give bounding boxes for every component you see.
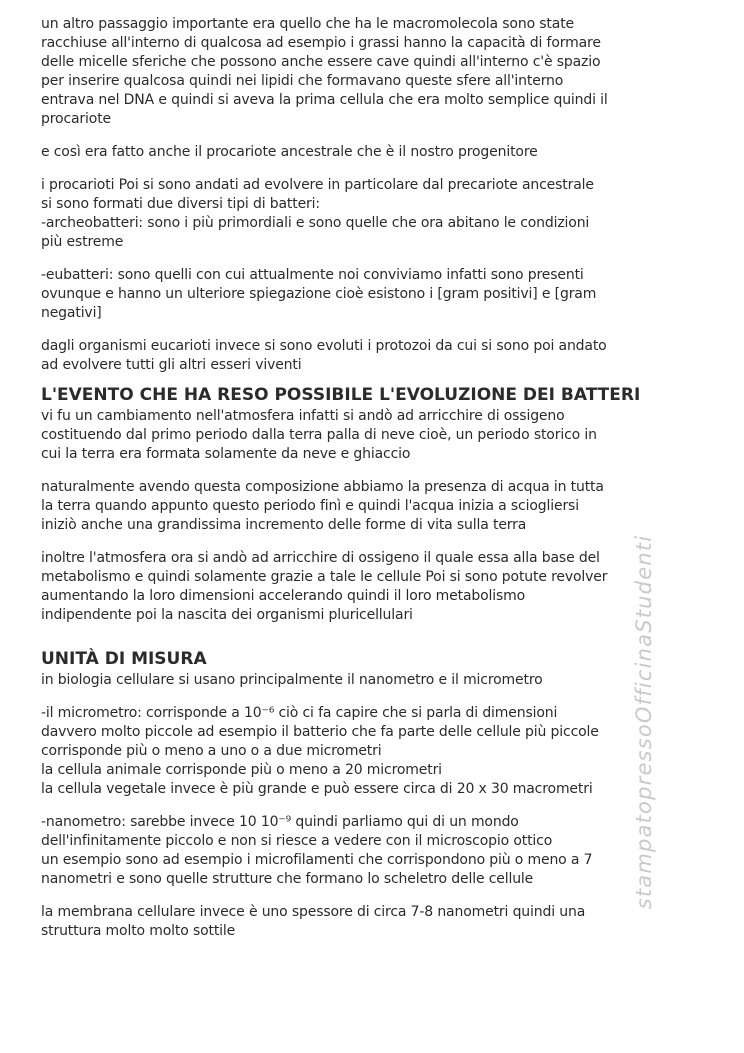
paragraph-tipi-di-batteri — [41, 176, 714, 252]
text-line: delle micelle sferiche che possono anche essere cave quindi all'interno c'è spazio — [41, 54, 601, 70]
text-line: la membrana cellulare invece è uno spessore di circa 7-8 nanometri quindi una — [41, 904, 586, 920]
text-line: più estreme — [41, 234, 124, 250]
page — [41, 15, 714, 941]
text-line: -archeobatteri: sono i più primordiali e sono quelle che ora abitano le condizioni — [41, 215, 590, 231]
text-line: aumentando la loro dimensioni accelerando quindi il loro metabolismo — [41, 588, 526, 604]
text-line: ovunque e hanno un ulteriore spiegazione cioè esistono i [gram positivi] e [gram — [41, 286, 597, 302]
text-line: entrava nel DNA e quindi si aveva la prima cellula che era molto semplice quindi il — [41, 92, 608, 108]
text-line: struttura molto molto sottile — [41, 923, 236, 939]
text-line: cui la terra era formata solamente da neve e ghiaccio — [41, 446, 411, 462]
paragraph-procariote-ancestrale — [41, 143, 714, 162]
paragraph-micrometro — [41, 704, 714, 799]
text-line: dagli organismi eucarioti invece si sono evoluti i protozoi da cui si sono poi andato — [41, 338, 607, 354]
section-heading-unita-di-misura — [41, 648, 714, 670]
heading-text: UNITÀ DI MISURA — [41, 649, 207, 669]
text-line: negativi] — [41, 305, 102, 321]
text-line: i procarioti Poi si sono andati ad evolvere in particolare dal precariote ancestrale — [41, 177, 594, 193]
text-line: racchiuse all'interno di qualcosa ad esempio i grassi hanno la capacità di formare — [41, 35, 601, 51]
text-line: nanometri e sono quelle strutture che formano lo scheletro delle cellule — [41, 871, 534, 887]
text-line: la cellula vegetale invece è più grande e può essere circa di 20 x 30 macrometri — [41, 781, 593, 797]
text-line: la cellula animale corrisponde più o meno a 20 micrometri — [41, 762, 442, 778]
text-line: corrisponde più o meno a uno o a due micrometri — [41, 743, 382, 759]
paragraph-eucarioti — [41, 337, 714, 375]
paragraph-biologia-cellulare — [41, 671, 714, 690]
text-line: si sono formati due diversi tipi di batteri: — [41, 196, 320, 212]
text-line: ad evolvere tutti gli altri esseri viventi — [41, 357, 302, 373]
text-line: indipendente poi la nascita dei organismi pluricellulari — [41, 607, 413, 623]
text-line: inoltre l'atmosfera ora si andò ad arricchire di ossigeno il quale essa alla base del — [41, 550, 600, 566]
paragraph-membrana-cellulare — [41, 903, 714, 941]
text-line: dell'infinitamente piccolo e non si riesce a vedere con il microscopio ottico — [41, 833, 553, 849]
text-line: la terra quando appunto questo periodo finì e quindi l'acqua inizia a sciogliersi — [41, 498, 579, 514]
text-line: metabolismo e quindi solamente grazie a tale le cellule Poi si sono potute revolver — [41, 569, 608, 585]
paragraph-cambiamento-atmosfera — [41, 407, 714, 464]
text-line: per inserire qualcosa quindi nei lipidi che formavano queste sfere all'interno — [41, 73, 564, 89]
text-line: -il micrometro: corrisponde a 10⁻⁶ ciò ci fa capire che si parla di dimensioni — [41, 705, 558, 721]
watermark: stampatopressoOfficinaStudenti — [632, 534, 656, 910]
text-line: naturalmente avendo questa composizione abbiamo la presenza di acqua in tutta — [41, 479, 604, 495]
text-line: e così era fatto anche il procariote ancestrale che è il nostro progenitore — [41, 144, 538, 160]
text-line: procariote — [41, 111, 111, 127]
paragraph-eubatteri — [41, 266, 714, 323]
text-line: un esempio sono ad esempio i microfilamenti che corrispondono più o meno a 7 — [41, 852, 593, 868]
text-line: in biologia cellulare si usano principalmente il nanometro e il micrometro — [41, 672, 543, 688]
paragraph-ossigeno-metabolismo — [41, 549, 714, 625]
text-line: un altro passaggio importante era quello che ha le macromolecola sono state — [41, 16, 574, 32]
text-line: iniziò anche una grandissima incremento delle forme di vita sulla terra — [41, 517, 527, 533]
paragraph-nanometro — [41, 813, 714, 889]
section-heading-evoluzione-batteri — [41, 384, 714, 406]
text-line: costituendo dal primo periodo dalla terra palla di neve cioè, un periodo storico in — [41, 427, 597, 443]
paragraph-acqua-terra — [41, 478, 714, 535]
text-line: -eubatteri: sono quelli con cui attualmente noi conviviamo infatti sono presenti — [41, 267, 584, 283]
paragraph-macromolecole — [41, 15, 714, 129]
text-line: davvero molto piccole ad esempio il batterio che fa parte delle cellule più piccole — [41, 724, 599, 740]
text-line: vi fu un cambiamento nell'atmosfera infatti si andò ad arricchire di ossigeno — [41, 408, 565, 424]
text-line: -nanometro: sarebbe invece 10 10⁻⁹ quindi parliamo qui di un mondo — [41, 814, 519, 830]
heading-text: L'EVENTO CHE HA RESO POSSIBILE L'EVOLUZIONE DEI BATTERI — [41, 385, 641, 405]
